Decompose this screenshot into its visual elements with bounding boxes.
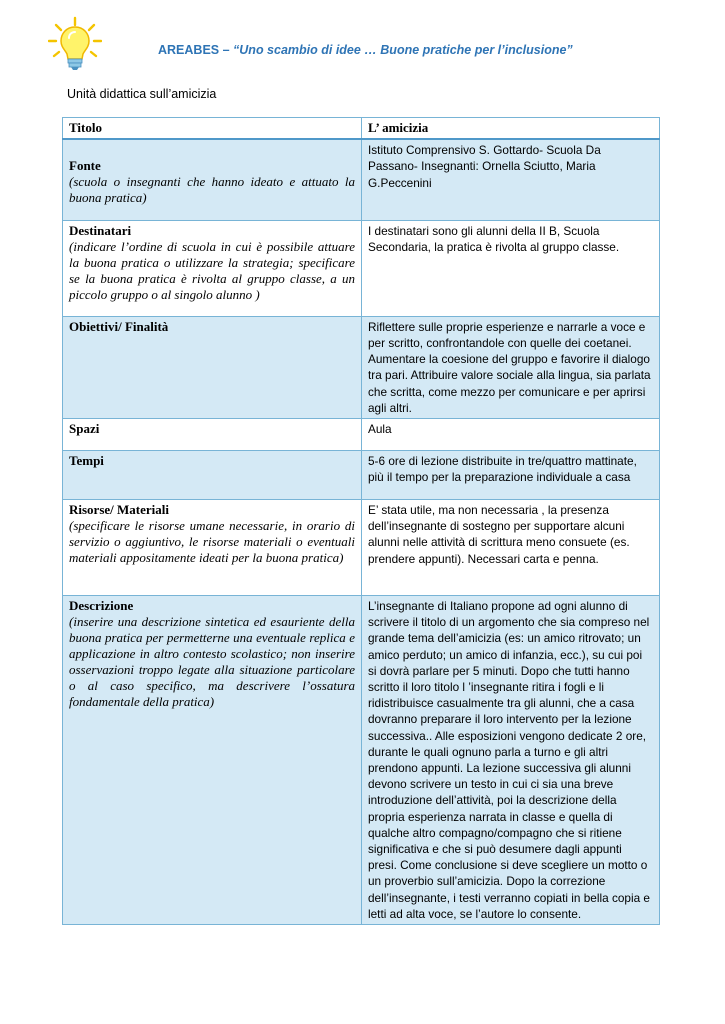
row-label-cell (63, 450, 362, 499)
header-tagline: “Uno scambio di idee … Buone pratiche per l’inclusione” (233, 43, 573, 57)
title-value-cell (362, 118, 660, 140)
title-label: Titolo (69, 120, 102, 135)
document-subtitle: Unità didattica sull’amicizia (67, 87, 217, 101)
table-row-descrizione (63, 595, 660, 924)
row-label: Obiettivi/ Finalità (69, 318, 169, 334)
row-value-cell (362, 139, 660, 220)
table-row-tempi (63, 450, 660, 499)
row-value-cell (362, 595, 660, 924)
practice-table (62, 117, 660, 925)
table-row-fonte (63, 139, 660, 220)
table-row-destinatari (63, 220, 660, 316)
document-header (158, 43, 573, 57)
row-label-cell (63, 595, 362, 924)
row-label: Tempi (69, 452, 104, 468)
row-label: Destinatari (69, 222, 132, 238)
row-label-cell (63, 499, 362, 595)
row-hint: (scuola o insegnanti che hanno ideato e attuato la buona pratica) (69, 174, 355, 206)
row-value-cell (362, 499, 660, 595)
row-label: Descrizione (69, 597, 134, 613)
row-value-cell (362, 418, 660, 450)
row-hint: (indicare l’ordine di scuola in cui è possibile attuare la buona pratica o utilizzare la strategia; specificare se la buona pratica è rivolta al gruppo classe, a un piccolo gruppo o al singolo alunno ) (69, 238, 355, 302)
row-value: E’ stata utile, ma non necessaria , la presenza dell’insegnante di sostegno per supportare alcuni alunni nelle attività di scrittura meno consuete (es. prendere appunti). Necessari carta e penna. (368, 502, 630, 566)
table-row-obiettivi (63, 316, 660, 418)
title-value: L’ amicizia (368, 120, 429, 135)
table-row-spazi (63, 418, 660, 450)
table-header-row (63, 118, 660, 140)
row-value: Istituto Comprensivo S. Gottardo- Scuola Da Passano- Insegnanti: Ornella Sciutto, Maria G.Peccenini (368, 143, 601, 190)
row-value: 5-6 ore di lezione distribuite in tre/quattro mattinate, più il tempo per la preparazione individuale a casa (368, 453, 637, 485)
row-value: L’insegnante di Italiano propone ad ogni alunno di scrivere il titolo di un argomento che sia compreso nel grande tema dell’amicizia (es: un amico ritrovato; un amico perduto; un amico di infanzia, ecc.), su cui poi si dovrà parlare per 5 minuti. Dopo che tutti hanno scritto il loro titolo l ’insegnante ritira i fogli e li ridistribuisce casualmente tra gli alunni, che a casa dovranno preparare il loro intervento per la lezione successiva.. Alle esposizioni vengono dedicate 2 ore, durante le quali ognuno parla a turno e gli altri prendono appunti. La lezione successiva gli alunni devono scrivere un testo in cui ci sia una breve introduzione dell’attività, poi la descrizione della propria esperienza narrata in classe e quella di qualche altro compagno/compagno che si ritiene significativa e che si può desumere dagli appunti presi. Come conclusione si deve scegliere un motto o un proverbio sull’amicizia. Dopo la correzione dell’insegnante, i testi verranno copiati in bella copia e letti ad alta voce, se l’autore lo consente. (368, 598, 650, 921)
table-row-risorse (63, 499, 660, 595)
row-hint: (specificare le risorse umane necessarie, in orario di servizio o aggiuntivo, le risorse materiali o eventuali materiali appositamente ideati per la buona pratica) (69, 517, 355, 565)
row-hint: (inserire una descrizione sintetica ed esauriente della buona pratica per permetterne una eventuale replica e applicazione in altro contesto scolastico; non inserire osservazioni troppo legate alla situazione particolare o al caso specifico, ma descrivere l’ossatura fondamentale della pratica) (69, 613, 355, 709)
row-value-cell (362, 450, 660, 499)
row-label: Spazi (69, 420, 100, 436)
title-label-cell (63, 118, 362, 140)
row-value-cell (362, 316, 660, 418)
row-value: I destinatari sono gli alunni della II B, Scuola Secondaria, la pratica è rivolta al gruppo classe. (368, 223, 620, 254)
row-label: Risorse/ Materiali (69, 501, 169, 517)
row-value-cell (362, 220, 660, 316)
row-label: Fonte (69, 158, 101, 174)
lightbulb-logo-icon (48, 16, 102, 72)
row-label-cell (63, 220, 362, 316)
row-label-cell (63, 418, 362, 450)
row-value: Aula (368, 421, 392, 436)
row-value: Riflettere sulle proprie esperienze e narrarle a voce e per scritto, confrontandole con quelle dei coetanei. Aumentare la coesione del gruppo e favorire il dialogo tra pari. Attribuire valore sociale alla lingua, sia parlata che scritta, come mezzo per comunicare e per aprirsi agli altri. (368, 319, 651, 415)
row-label-cell (63, 139, 362, 220)
row-label-cell (63, 316, 362, 418)
header-org: AREABES – (158, 43, 234, 57)
